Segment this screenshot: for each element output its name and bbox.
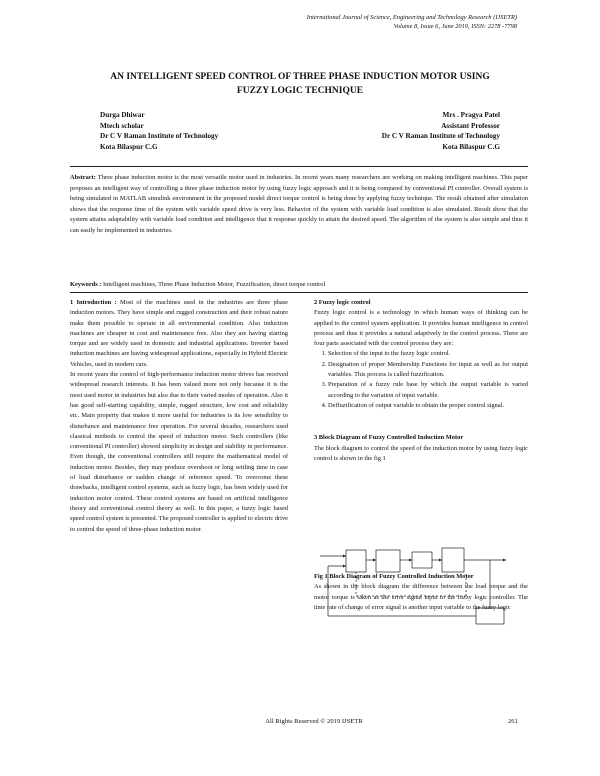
journal-volume: Volume 8, Issue 6, June 2019, ISSN: 2278 -7798: [393, 23, 517, 30]
author-right-location: Kota Bilaspur C.G: [442, 142, 500, 151]
journal-header: [197, 13, 517, 31]
title-line-2: FUZZY LOGIC TECHNIQUE: [236, 86, 364, 96]
fuzzy-step: 2. Designation of proper Membership Functions for input as well as for output variables. This process is called fuzzification.: [328, 360, 528, 381]
author-right-role: Assistant Professor: [441, 121, 500, 130]
block-heading: 3 Block Diagram of Fuzzy Controlled Induction Motor: [314, 434, 464, 442]
fuzzy-step: 3. Preparation of a fuzzy rule base by which the output variable is varied according to the variation of input variable.: [328, 380, 528, 401]
title-line-1: AN INTELLIGENT SPEED CONTROL OF THREE PHASE INDUCTION MOTOR USING: [110, 72, 490, 82]
figure-caption: Fig 1 Block Diagram of Fuzzy Controlled Induction Motor: [314, 573, 474, 581]
diagram-block-inverter: [412, 552, 432, 568]
author-left-institute: Dr C V Raman Institute of Technology: [100, 132, 219, 140]
author-right: [330, 110, 500, 152]
intro-heading: 1 Introduction :: [70, 299, 117, 306]
abstract-text: Three phase induction motor is the most versatile motor used in industries. In recent years many researchers are working on making intelligent machines. This paper proposes an intelligent way of controlling a three phase induction motor by using fuzzy logic approach and it is being compared by conventional PI controller. Overall system is being simulated in MATLAB simulink environment in the proposed model direct torque control is being done by applying fuzzy technique. The result obtained after simulation shows that the response time of the system with variable speed drive is very less. Behavior of the system with variable load condition is also simulated. Result show that the system attains adaptability with variable load condition and intelligence that it response quickly to attain the desired speed. The algorithm of the system is also simple and thus it can easily be implemented in industries.: [70, 174, 528, 234]
fuzzy-step: 4. Deffuzification of output variable to obtain the proper control signal.: [328, 401, 528, 411]
intro-paragraph-1: [70, 298, 288, 370]
fuzzy-paragraph: Fuzzy logic control is a technology in which human ways of thinking can be applied to the control system application. It provides human intelligence in control process and thus it provides a natural adaptively in the control process. There are four parts associated with the control process they are:: [314, 309, 528, 348]
fuzzy-step: 1. Selection of the input to the fuzzy logic control.: [328, 349, 528, 359]
author-left: [100, 110, 280, 152]
author-right-institute: Dr C V Raman Institute of Technology: [381, 132, 500, 140]
diagram-block-feedback: [476, 608, 504, 624]
left-column: [70, 298, 288, 535]
abstract-label: Abstract:: [70, 174, 96, 181]
keywords: [70, 280, 528, 290]
page-number: 261: [508, 718, 518, 725]
fuzzy-steps-list: [314, 349, 528, 411]
block-paragraph: The block diagram to control the speed of the induction motor by using fuzzy logic control is shown in the fig 1: [314, 444, 528, 462]
author-left-name: Durga Dhiwar: [100, 111, 145, 119]
keywords-text: Intelligent machines, Three Phase Induction Motor, Fuzzification, direct torque control: [101, 281, 326, 288]
paper-title: [70, 70, 530, 98]
author-left-role: Mtech scholar: [100, 121, 144, 130]
journal-name: International Journal of Science, Engineering and Technology Research (IJSETR): [306, 14, 517, 21]
divider-top: [70, 166, 528, 167]
intro-p1-text: Most of the machines used in the industries are three phase induction motors. They have simple and rugged construction and their robust nature make them possible to operate in all environmental condition. Also induction machines are cheaper in cost and maintenance free. Also they are having starting torque and are widely used in domestic and industrial applications. Inverter based induction machines are having widespread applications, especially in Hybrid Electric Vehicles, used in modern cars.: [70, 299, 288, 368]
fuzzy-heading: 2 Fuzzy logic control: [314, 299, 371, 306]
copyright: All Rights Reserved © 2019 IJSETR: [265, 718, 363, 725]
abstract: [70, 173, 528, 236]
diagram-block-controller: [346, 550, 366, 572]
diagram-block-fuzzy: [376, 550, 400, 572]
intro-paragraph-2: In recent years the control of high-performance induction motor drives has received widespread research interests. It has been valued more not only because it is the most used motor in industries but also due to their varied modes of operation. Also it has good self-starting capability, simple, rugged structure, low cost and reliability etc. Main property that makes it more useful for industries is its low sensibility to disturbance and maintenance free operation. For several decades, researchers used classical methods to control the speed of induction motor. Such controllers (like conventional PI controller) showed simplicity in design and stability in performance. Even though, the conventional controllers still require the mathematical model of induction motor. Besides, they may produce overshoot or long settling time in case of load disturbance or sudden change of reference speed. To overcome these drawbacks, intelligent control systems, such as fuzzy logic, has been widely used for induction motor control. These control systems are based on artificial intelligence theory and conventional control theory as well. In this paper, a fuzzy logic based speed control system is presented. The proposed controller is applied to electric drive to control the speed of three-phase induction motor.: [70, 371, 288, 533]
keywords-label: Keywords :: [70, 281, 102, 288]
fuzzy-control-block-diagram: [316, 540, 516, 628]
author-right-name: Mrs . Pragya Patel: [442, 111, 500, 119]
author-left-location: Kota Bilaspur C.G: [100, 142, 158, 151]
divider-bottom: [70, 292, 528, 293]
figure-paragraph: As shown in the block diagram the difference between the load torque and the motor torque is taken as the error signal input to the fuzzy logic controller. The time rate of change of error signal is another input variable to the fuzzy logic: [314, 583, 528, 612]
diagram-block-motor: [442, 548, 464, 572]
